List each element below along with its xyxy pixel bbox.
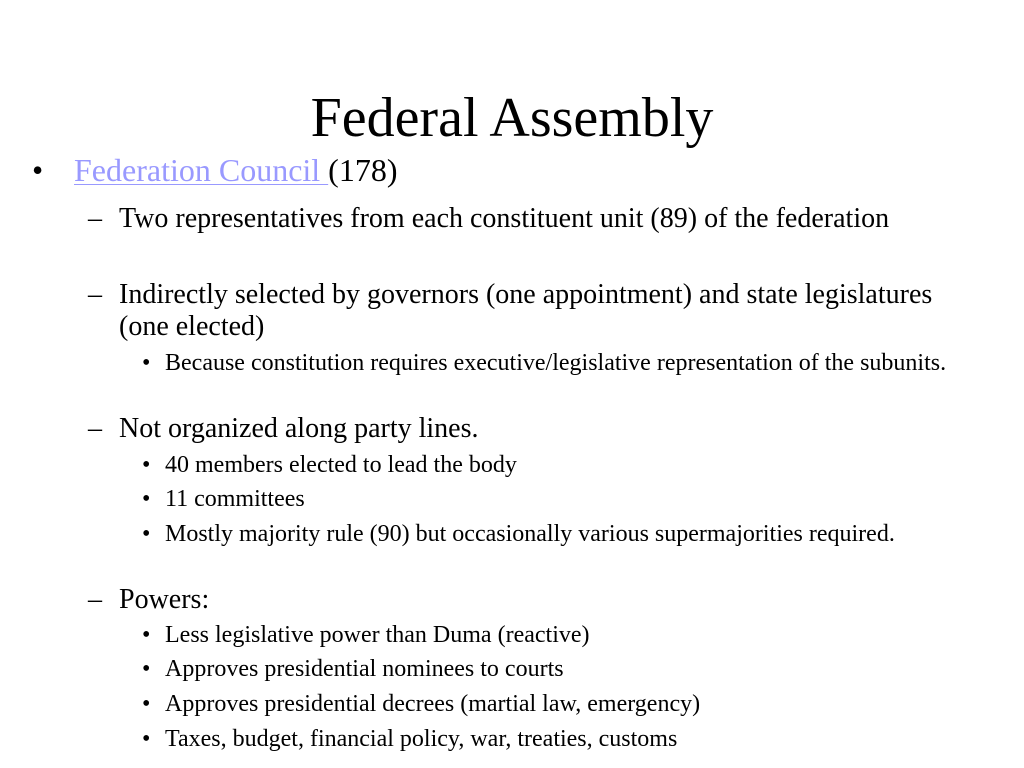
list-item-text: Indirectly selected by governors (one appointment) and state legislatures (one elected) xyxy=(119,279,933,342)
sub-list-item-text: Taxes, budget, financial policy, war, treaties, customs xyxy=(165,726,678,752)
bullet-marker: • xyxy=(142,622,151,648)
slide-title: Federal Assembly xyxy=(310,87,714,149)
seat-count: (178) xyxy=(328,152,398,188)
bullet-marker: • xyxy=(142,452,151,478)
sub-list-item-text: Approves presidential decrees (martial law, emergency) xyxy=(165,691,701,717)
bullet-marker: • xyxy=(142,656,151,682)
dash-marker: – xyxy=(88,413,102,444)
dash-marker: – xyxy=(88,203,102,234)
dash-marker: – xyxy=(88,279,102,310)
bullet-marker: • xyxy=(142,691,151,717)
dash-marker: – xyxy=(88,584,102,615)
sub-list-item-text: 40 members elected to lead the body xyxy=(165,452,517,478)
sub-list-item-text: 11 committees xyxy=(165,486,305,512)
bullet-marker: • xyxy=(142,486,151,512)
bullet-marker: • xyxy=(32,152,44,188)
list-item-text: Not organized along party lines. xyxy=(119,413,479,444)
federation-council-link[interactable]: Federation Council xyxy=(74,152,329,188)
bullet-marker: • xyxy=(142,521,151,547)
list-item-text: Two representatives from each constituent unit (89) of the federation xyxy=(119,203,890,234)
bullet-marker: • xyxy=(142,726,151,752)
list-item-text: Powers: xyxy=(119,584,210,615)
sub-list-item-text: Mostly majority rule (90) but occasionally various supermajorities required. xyxy=(165,521,895,547)
sub-list-item-text: Less legislative power than Duma (reactive) xyxy=(165,622,590,648)
bullet-marker: • xyxy=(142,350,151,376)
sub-list-item-text: Approves presidential nominees to courts xyxy=(165,656,564,682)
sub-list-item-text: Because constitution requires executive/legislative representation of the subunits. xyxy=(165,350,947,376)
